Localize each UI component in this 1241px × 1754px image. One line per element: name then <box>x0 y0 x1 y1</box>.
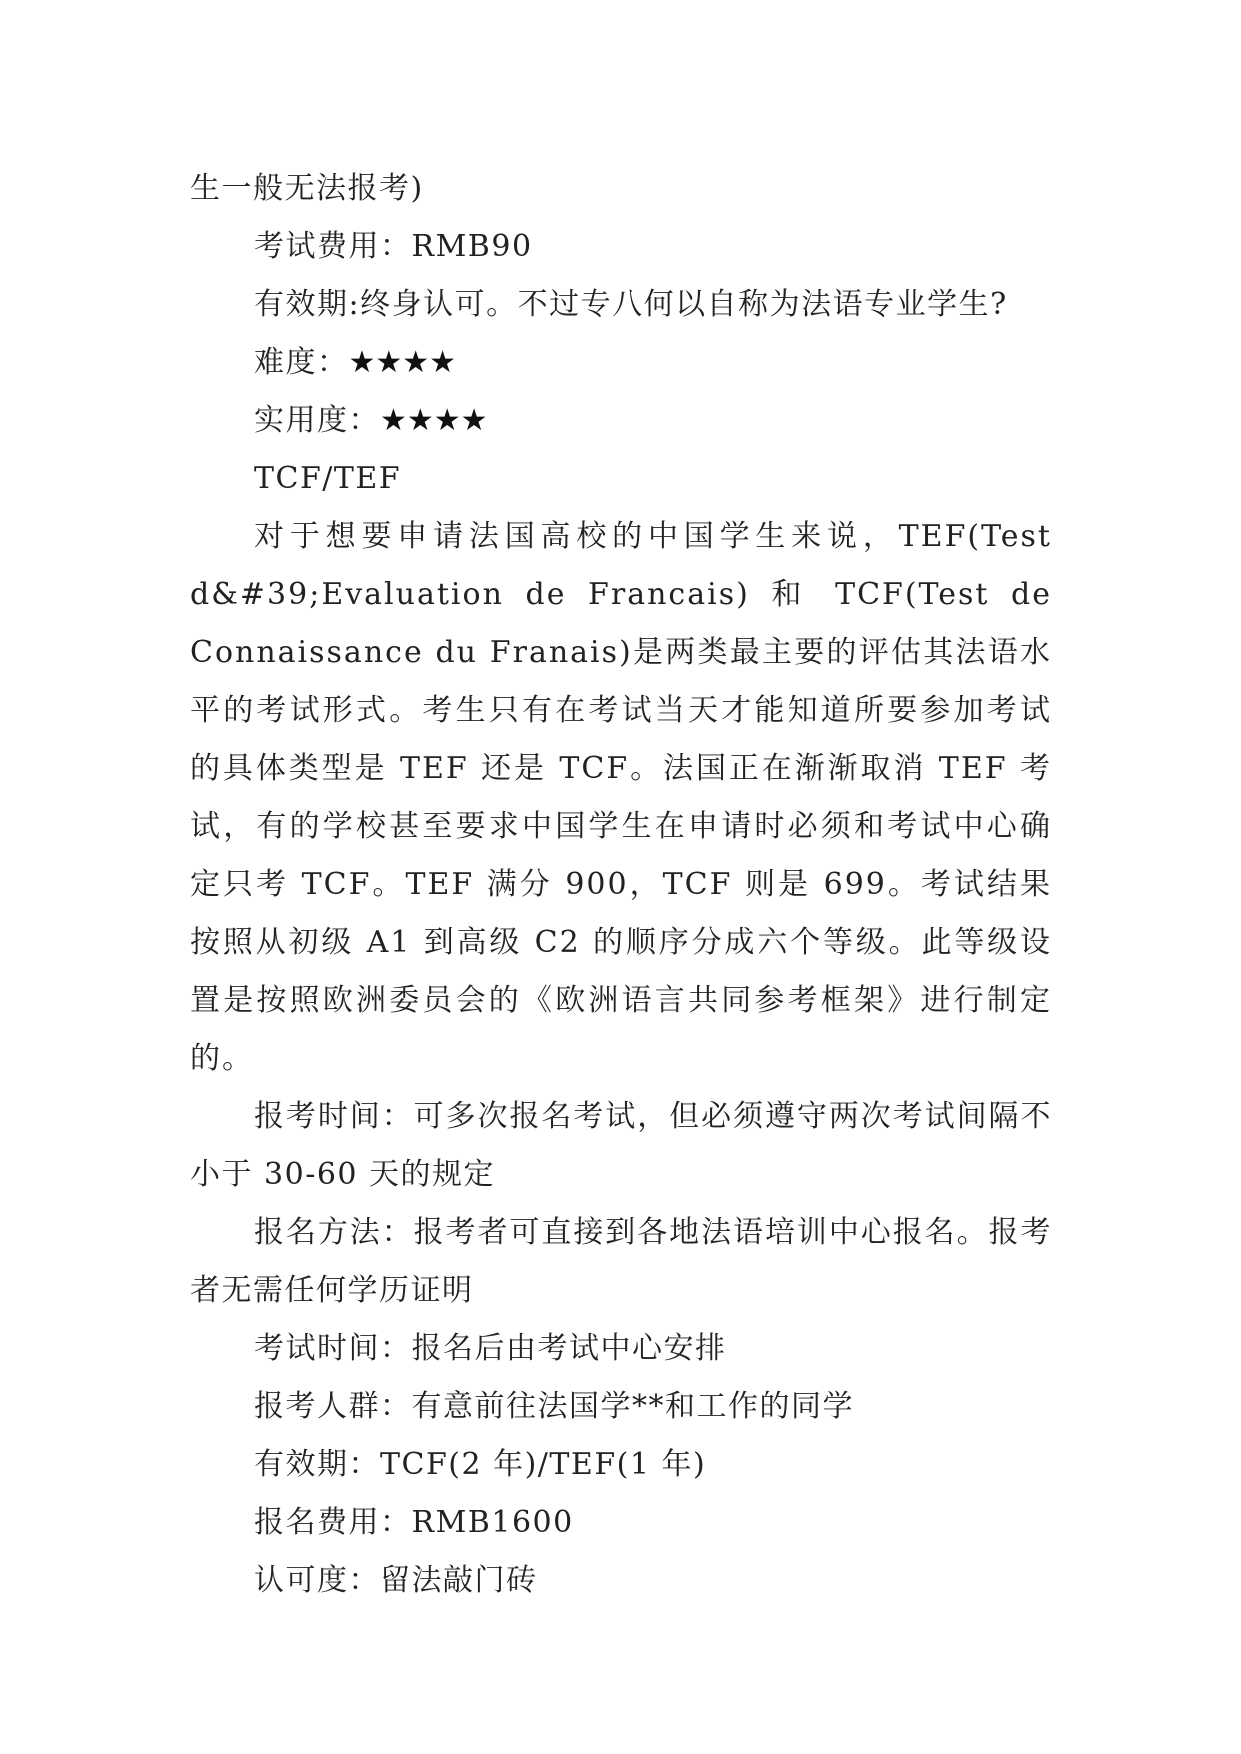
line-registration-method: 报名方法：报考者可直接到各地法语培训中心报名。报考者无需任何学历证明 <box>190 1215 1052 1308</box>
line-recognition: 认可度：留法敲门砖 <box>254 1563 538 1598</box>
line-exam-fee: 考试费用：RMB90 <box>254 229 533 264</box>
paragraph-tcf-tef-intro: 对于想要申请法国高校的中国学生来说，TEF(Test d&#39;Evaluation de Francais) 和 TCF(Test de Connaissance du Franais)是两类最主要的评估其法语水平的考试形式。考生只有在考试当天才能知道所要参加考试的具体类型是 TEF 还是 TCF。法国正在渐渐取消 TEF 考试，有的学校甚至要求中国学生在申请时必须和考试中心确定只考 TCF。TEF 满分 900，TCF 则是 699。考试结果按照从初级 A1 到高级 C2 的顺序分成六个等级。此等级设置是按照欧洲委员会的《欧洲语言共同参考框架》进行制定的。 <box>190 519 1052 1076</box>
section-heading-tcf-tef: TCF/TEF <box>254 461 402 496</box>
line-validity: 有效期：TCF(2 年)/TEF(1 年) <box>254 1447 707 1482</box>
practicality-label: 实用度： <box>254 403 380 438</box>
line-target-crowd: 报考人群：有意前往法国学**和工作的同学 <box>254 1389 854 1424</box>
difficulty-stars: ★★★★ <box>348 345 457 380</box>
line-continuation: 生一般无法报考) <box>190 171 424 206</box>
document-body <box>190 160 1052 1610</box>
practicality-stars: ★★★★ <box>380 403 488 438</box>
line-registration-time: 报考时间：可多次报名考试，但必须遵守两次考试间隔不小于 30-60 天的规定 <box>190 1099 1052 1192</box>
line-exam-time: 考试时间：报名后由考试中心安排 <box>254 1331 727 1366</box>
line-validity-lifetime: 有效期:终身认可。不过专八何以自称为法语专业学生? <box>254 287 1008 322</box>
line-practicality <box>190 392 1052 450</box>
difficulty-label: 难度： <box>254 345 349 380</box>
line-difficulty <box>190 334 1052 392</box>
line-registration-fee: 报名费用：RMB1600 <box>254 1505 574 1540</box>
